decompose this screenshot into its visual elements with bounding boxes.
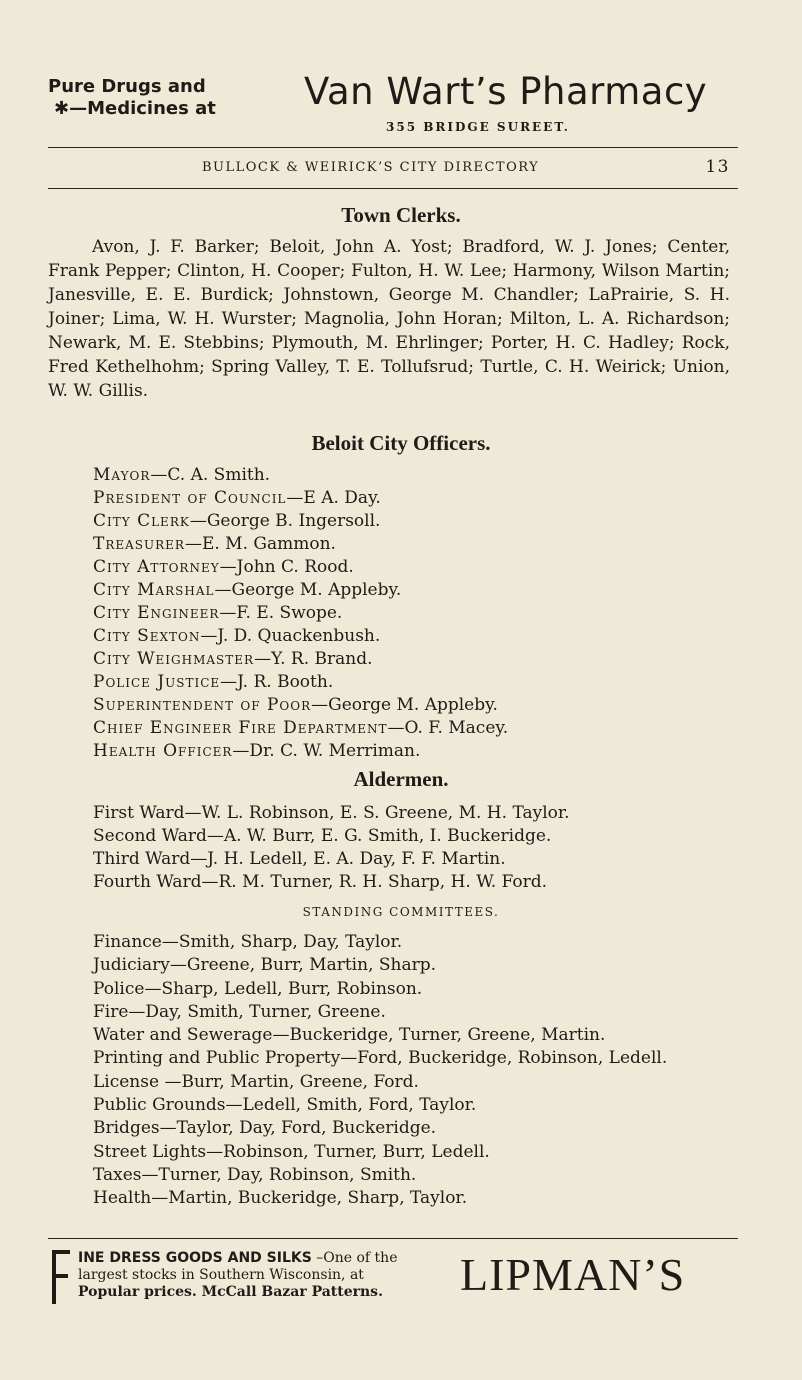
- city-officers-list: [93, 464, 508, 763]
- officer-name: —J. R. Booth.: [220, 672, 334, 692]
- ad-headline: INE DRESS GOODS AND SILKS: [78, 1250, 312, 1266]
- officer-title: City Clerk: [93, 511, 190, 531]
- officer-title: City Sexton: [93, 626, 201, 646]
- officer-row: [93, 556, 508, 579]
- committee-row: Water and Sewerage—Buckeridge, Turner, Greene, Martin.: [93, 1025, 606, 1046]
- officer-name: —George M. Appleby.: [214, 580, 402, 600]
- officer-row: [93, 648, 508, 671]
- officer-name: —E A. Day.: [286, 488, 381, 508]
- footer-rule: [48, 1238, 738, 1239]
- officer-row: [93, 510, 508, 533]
- officer-title: Chief Engineer Fire Department: [93, 718, 388, 738]
- officer-row: [93, 579, 508, 602]
- running-head-rule: [48, 188, 738, 189]
- city-officers-heading: Beloit City Officers.: [311, 431, 491, 455]
- officer-row: [93, 671, 508, 694]
- pharmacy-address: 355 BRIDGE SUREET.: [386, 120, 570, 134]
- ward-row: Fourth Ward—R. M. Turner, R. H. Sharp, H. W. Ford.: [93, 872, 548, 892]
- officer-name: —John C. Rood.: [219, 557, 354, 577]
- officer-title: President of Council: [93, 488, 287, 508]
- committee-row: Health—Martin, Buckeridge, Sharp, Taylor.: [93, 1188, 468, 1209]
- officer-title: City Attorney: [93, 557, 220, 577]
- committee-row: License —Burr, Martin, Greene, Ford.: [93, 1071, 419, 1092]
- officer-title: Superintendent of Poor: [93, 695, 312, 715]
- ad-copy: [78, 1250, 478, 1301]
- officer-row: [93, 533, 508, 556]
- pharmacy-advertisement: [48, 72, 738, 144]
- aldermen-heading: Aldermen.: [353, 767, 449, 791]
- lipmans-advertisement: [48, 1240, 738, 1318]
- town-clerks-paragraph: Avon, J. F. Barker; Beloit, John A. Yost; Bradford, W. J. Jones; Center, Frank Pepper; Clinton, H. Cooper; Fulton, H. W. Lee; Harmony, Wilson Martin; Janesville, E. E. Burdick; Johnstown, George M. Chandler; LaPrairie, S. H. Joiner; Lima, W. H. Wurster; Magnolia, John Horan; Milton, L. A. Richardson; Newark, M. E. Stebbins; Plymouth, M. Ehrlinger; Porter, H. C. Hadley; Rock, Fred Kethelhohm; Spring Valley, T. E. Tollufsrud; Turtle, C. H. Weirick; Union, W. W. Gillis.: [48, 237, 730, 401]
- header-rule: [48, 147, 738, 148]
- officer-title: City Marshal: [93, 580, 215, 600]
- officer-title: Mayor: [93, 465, 151, 485]
- ad-tagline-line1: Pure Drugs and: [48, 76, 206, 97]
- standing-committees-list: [48, 931, 738, 1211]
- officer-row: [93, 602, 508, 625]
- committee-row: Taxes—Turner, Day, Robinson, Smith.: [93, 1164, 417, 1185]
- officer-name: —E. M. Gammon.: [184, 534, 336, 554]
- officer-title: Health Officer: [93, 741, 233, 761]
- decorative-initial-f: [52, 1250, 70, 1304]
- officer-name: —J. D. Quackenbush.: [200, 626, 381, 646]
- standing-committees-heading: STANDING COMMITTEES.: [302, 905, 500, 919]
- ad-line1-rest: –One of the: [311, 1250, 398, 1266]
- aldermen-list: [93, 802, 570, 894]
- committee-row: Street Lights—Robinson, Turner, Burr, Ledell.: [93, 1141, 490, 1162]
- ad-tagline-line2: ✱—Medicines at: [54, 98, 216, 119]
- committee-row: Finance—Smith, Sharp, Day, Taylor.: [93, 932, 403, 952]
- ad-line3: Popular prices. McCall Bazar Patterns.: [78, 1284, 383, 1300]
- ward-row: First Ward—W. L. Robinson, E. S. Greene, M. H. Taylor.: [93, 803, 570, 823]
- officer-title: Treasurer: [93, 534, 185, 554]
- lipmans-brand: LIPMAN’S: [460, 1249, 686, 1300]
- officer-title: City Weighmaster: [93, 649, 255, 669]
- officer-row: [93, 717, 508, 740]
- committee-row: Fire—Day, Smith, Turner, Greene.: [93, 1001, 386, 1022]
- ad-line2: largest stocks in Southern Wisconsin, at: [78, 1267, 364, 1283]
- officer-name: —O. F. Macey.: [387, 718, 509, 738]
- committee-row: Police—Sharp, Ledell, Burr, Robinson.: [93, 978, 423, 999]
- ward-row: Second Ward—A. W. Burr, E. G. Smith, I. Buckeridge.: [93, 826, 552, 846]
- page-number: 13: [705, 157, 730, 177]
- officer-row: [93, 625, 508, 648]
- officer-name: —C. A. Smith.: [150, 465, 271, 485]
- officer-row: [93, 487, 508, 510]
- officer-row: [93, 464, 508, 487]
- committee-row: Bridges—Taylor, Day, Ford, Buckeridge.: [93, 1118, 437, 1139]
- town-clerks-heading: Town Clerks.: [341, 203, 461, 227]
- officer-name: —Y. R. Brand.: [254, 649, 373, 669]
- directory-title: BULLOCK & WEIRICK’S CITY DIRECTORY: [202, 160, 540, 175]
- officer-name: —F. E. Swope.: [219, 603, 343, 623]
- officer-row: [93, 740, 508, 763]
- officer-row: [93, 694, 508, 717]
- committee-row: Printing and Public Property—Ford, Buckeridge, Robinson, Ledell.: [93, 1048, 668, 1069]
- officer-name: —George B. Ingersoll.: [189, 511, 381, 531]
- committee-row: Judiciary—Greene, Burr, Martin, Sharp.: [93, 955, 437, 976]
- officer-name: —George M. Appleby.: [311, 695, 498, 715]
- pharmacy-name: Van Wart’s Pharmacy: [304, 70, 708, 113]
- officer-title: Police Justice: [93, 672, 221, 692]
- ward-row: Third Ward—J. H. Ledell, E. A. Day, F. F. Martin.: [93, 849, 506, 869]
- officer-title: City Engineer: [93, 603, 220, 623]
- committee-row: Public Grounds—Ledell, Smith, Ford, Taylor.: [93, 1095, 477, 1116]
- officer-name: —Dr. C. W. Merriman.: [232, 741, 421, 761]
- ad-tagline: [48, 76, 216, 120]
